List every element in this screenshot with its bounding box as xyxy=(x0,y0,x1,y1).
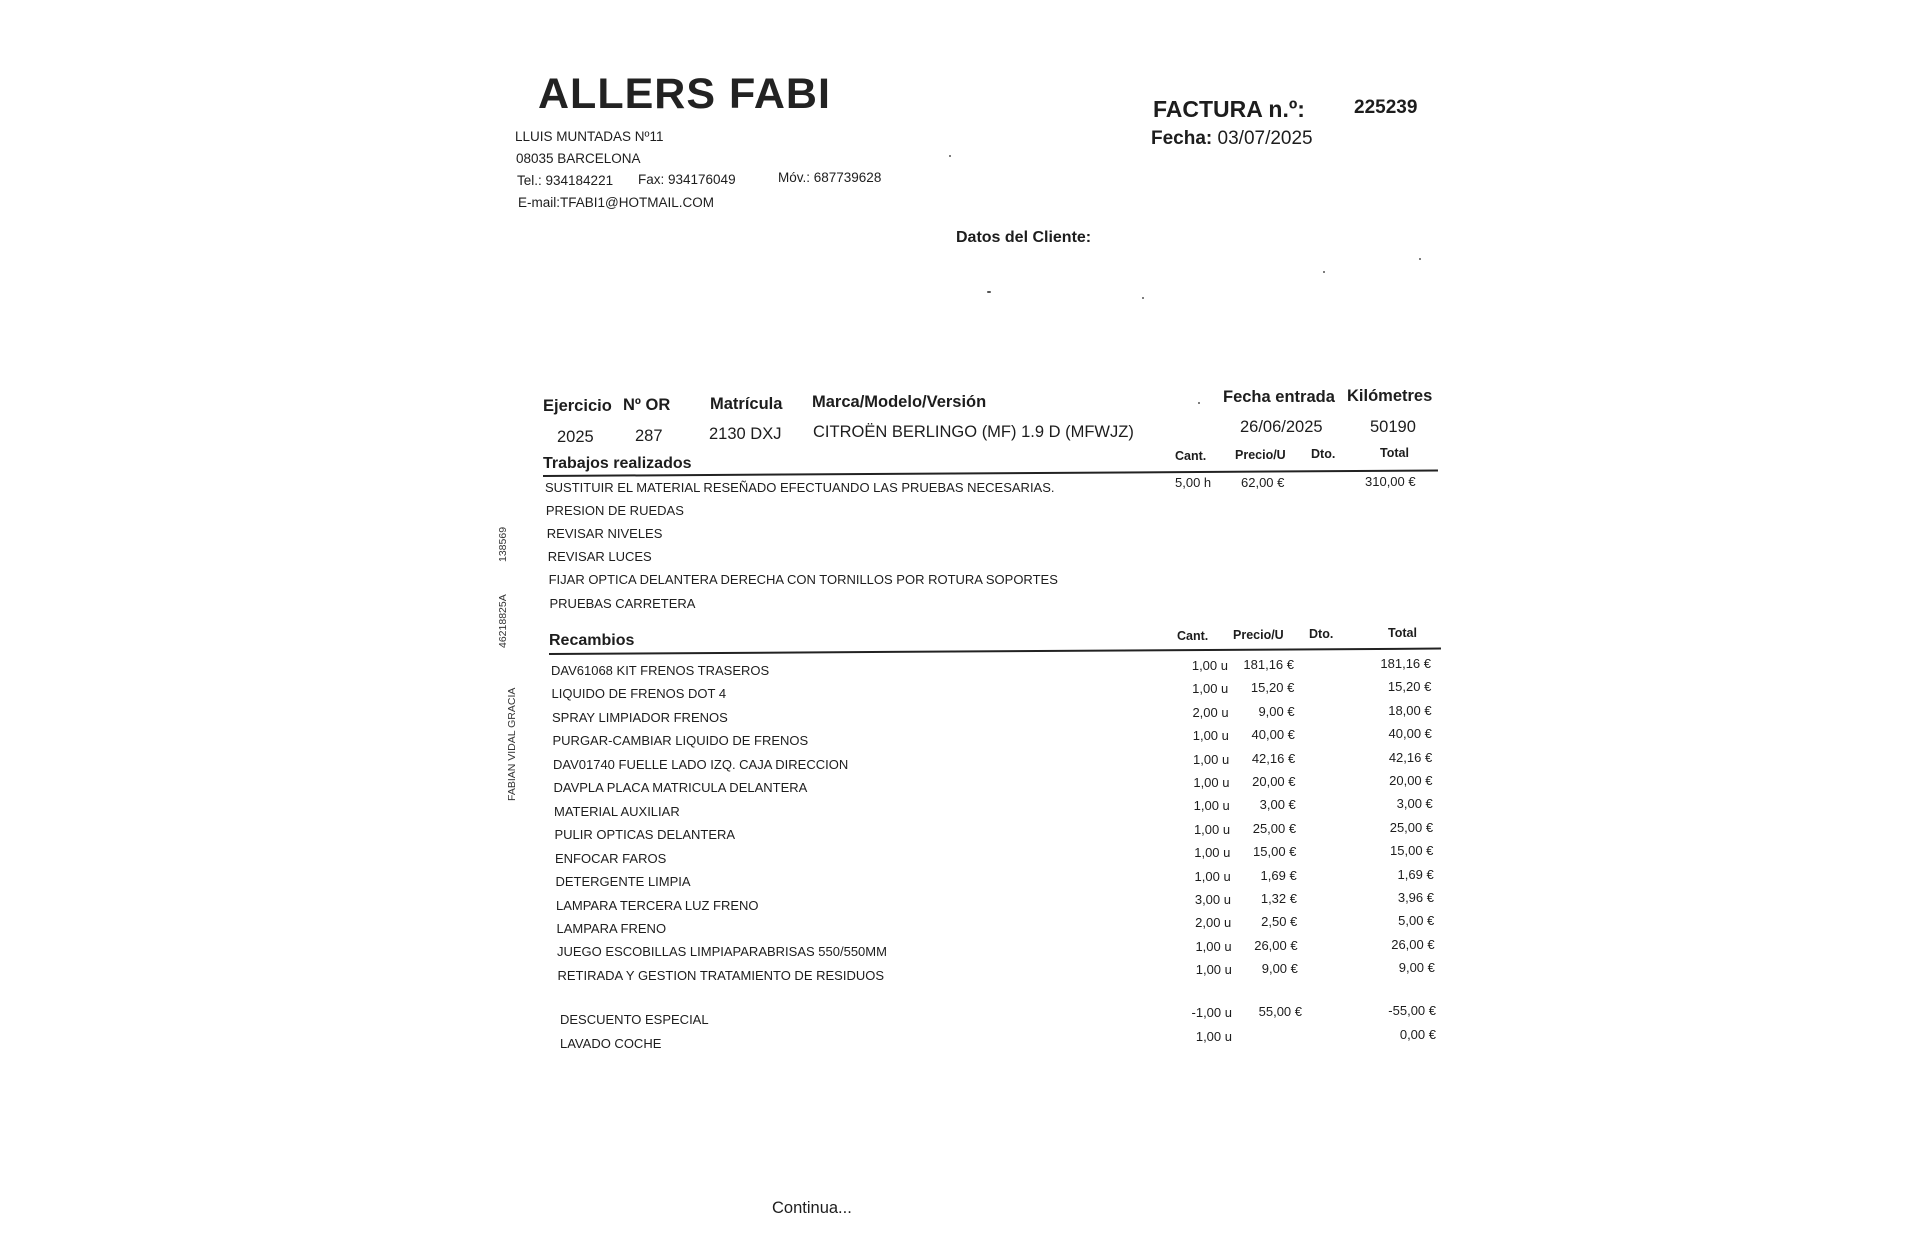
trabajos-hdr-cant: Cant. xyxy=(1175,449,1207,463)
invoice-date: 03/07/2025 xyxy=(1217,128,1313,149)
invoice-date-block xyxy=(1151,128,1313,150)
recambio-desc: MATERIAL AUXILIAR xyxy=(554,803,680,819)
recambio-cant: 1,00 u xyxy=(1194,868,1231,884)
recambio-desc: JUEGO ESCOBILLAS LIMPIAPARABRISAS 550/550MM xyxy=(557,944,887,960)
trabajo-desc: PRUEBAS CARRETERA xyxy=(549,595,696,611)
extra-total: -55,00 € xyxy=(1388,1003,1436,1018)
trabajo-total: 310,00 € xyxy=(1365,474,1416,489)
recambios-title: Recambios xyxy=(549,632,635,649)
recambio-cant: 1,00 u xyxy=(1193,775,1230,790)
recambio-total: 26,00 € xyxy=(1391,936,1435,952)
trabajos-title: Trabajos realizados xyxy=(543,455,692,472)
hdr-ejercicio: Ejercicio xyxy=(543,397,612,415)
recambio-precio: 15,00 € xyxy=(1253,844,1297,860)
hdr-matricula: Matrícula xyxy=(710,395,783,413)
trabajo-desc: PRESION DE RUEDAS xyxy=(545,503,684,519)
company-street: LLUIS MUNTADAS Nº11 xyxy=(515,129,664,144)
recambio-desc: ENFOCAR FAROS xyxy=(555,850,667,866)
recambio-cant: 1,00 u xyxy=(1193,821,1231,837)
recambio-cant: 1,00 u xyxy=(1194,845,1231,861)
side-code-2: 46218825A xyxy=(497,594,509,648)
trabajo-cant: 5,00 h xyxy=(1175,475,1212,490)
recambio-cant: 1,00 u xyxy=(1195,962,1232,978)
recambios-hdr-dto: Dto. xyxy=(1309,627,1334,641)
recambio-cant: 1,00 u xyxy=(1193,751,1230,767)
extra-total: 0,00 € xyxy=(1399,1027,1436,1042)
recambio-total: 3,96 € xyxy=(1397,890,1434,905)
recambio-total: 3,00 € xyxy=(1396,796,1433,812)
val-matricula: 2130 DXJ xyxy=(709,425,782,443)
recambio-total: 25,00 € xyxy=(1389,819,1434,835)
trabajo-desc: FIJAR OPTICA DELANTERA DERECHA CON TORNILLOS POR ROTURA SOPORTES xyxy=(548,572,1058,588)
continua-text: Continua... xyxy=(772,1199,852,1217)
extra-cant: 1,00 u xyxy=(1195,1029,1232,1044)
recambios-rule xyxy=(549,648,1441,655)
recambio-total: 1,69 € xyxy=(1397,866,1434,882)
extra-desc: LAVADO COCHE xyxy=(560,1036,662,1051)
recambio-cant: 1,00 u xyxy=(1192,681,1229,697)
company-logo: ALLERS FABI xyxy=(538,70,831,118)
val-ejercicio: 2025 xyxy=(557,428,594,446)
recambio-precio: 3,00 € xyxy=(1259,797,1296,813)
recambio-desc: LAMPARA TERCERA LUZ FRENO xyxy=(556,897,759,913)
recambio-total: 20,00 € xyxy=(1389,773,1433,788)
recambio-total: 15,00 € xyxy=(1390,843,1434,859)
recambio-total: 18,00 € xyxy=(1388,702,1432,718)
recambio-total: 42,16 € xyxy=(1388,749,1433,765)
trabajo-desc: SUSTITUIR EL MATERIAL RESEÑADO EFECTUANDO LAS PRUEBAS NECESARIAS. xyxy=(545,480,1055,495)
recambio-desc: SPRAY LIMPIADOR FRENOS xyxy=(552,709,728,725)
recambio-total: 5,00 € xyxy=(1398,913,1435,929)
recambio-total: 40,00 € xyxy=(1388,726,1432,742)
recambio-total: 15,20 € xyxy=(1387,679,1432,695)
val-km: 50190 xyxy=(1370,418,1416,436)
side-code-1: 138569 xyxy=(497,526,509,562)
recambio-desc: RETIRADA Y GESTION TRATAMIENTO DE RESIDUOS xyxy=(557,967,885,983)
val-marca: CITROËN BERLINGO (MF) 1.9 D (MFWJZ) xyxy=(813,423,1134,441)
company-city: 08035 BARCELONA xyxy=(516,151,641,166)
val-or: 287 xyxy=(635,427,663,445)
recambio-total: 181,16 € xyxy=(1380,656,1431,671)
hdr-km: Kilómetres xyxy=(1347,387,1433,405)
recambio-desc: LIQUIDO DE FRENOS DOT 4 xyxy=(551,686,727,702)
recambio-precio: 9,00 € xyxy=(1258,703,1295,719)
company-email: E-mail:TFABI1@HOTMAIL.COM xyxy=(518,195,714,210)
side-name: FABIAN VIDAL GRACIA xyxy=(506,687,518,801)
recambio-total: 9,00 € xyxy=(1398,960,1435,976)
invoice-number: 225239 xyxy=(1354,97,1418,118)
recambio-precio: 9,00 € xyxy=(1261,961,1298,977)
trabajo-precio: 62,00 € xyxy=(1241,475,1285,490)
recambio-precio: 2,50 € xyxy=(1261,914,1298,930)
trabajos-hdr-dto: Dto. xyxy=(1311,447,1336,461)
hdr-marca: Marca/Modelo/Versión xyxy=(812,393,987,411)
recambio-cant: 1,00 u xyxy=(1193,798,1230,814)
recambio-cant: 2,00 u xyxy=(1195,915,1232,931)
company-fax: Fax: 934176049 xyxy=(638,172,736,187)
client-title: Datos del Cliente: xyxy=(956,229,1092,246)
recambios-hdr-cant: Cant. xyxy=(1177,629,1209,643)
recambio-precio: 181,16 € xyxy=(1243,657,1294,672)
val-fecha-entrada: 26/06/2025 xyxy=(1240,418,1323,436)
extra-cant: -1,00 u xyxy=(1191,1005,1232,1020)
trabajo-desc: REVISAR NIVELES xyxy=(546,526,663,542)
recambio-cant: 2,00 u xyxy=(1192,704,1229,720)
extra-precio: 55,00 € xyxy=(1258,1004,1302,1019)
recambio-cant: 1,00 u xyxy=(1191,658,1228,673)
recambio-desc: DETERGENTE LIMPIA xyxy=(555,874,691,890)
recambios-hdr-total: Total xyxy=(1388,626,1417,640)
recambio-precio: 25,00 € xyxy=(1252,820,1297,836)
recambio-desc: PURGAR-CAMBIAR LIQUIDO DE FRENOS xyxy=(552,733,809,749)
recambio-cant: 1,00 u xyxy=(1192,728,1229,744)
recambio-precio: 1,32 € xyxy=(1260,891,1297,906)
hdr-or: Nº OR xyxy=(623,396,671,414)
recambio-precio: 42,16 € xyxy=(1251,750,1296,766)
recambio-desc: DAVPLA PLACA MATRICULA DELANTERA xyxy=(553,780,808,796)
extra-desc: DESCUENTO ESPECIAL xyxy=(560,1012,709,1027)
recambio-precio: 40,00 € xyxy=(1251,727,1295,743)
recambio-precio: 15,20 € xyxy=(1250,680,1295,696)
recambios-hdr-precio: Precio/U xyxy=(1233,628,1284,642)
trabajos-hdr-total: Total xyxy=(1380,446,1409,460)
recambio-precio: 20,00 € xyxy=(1252,774,1296,789)
company-mobile: Móv.: 687739628 xyxy=(778,170,882,185)
recambio-desc: DAV61068 KIT FRENOS TRASEROS xyxy=(551,663,770,678)
recambio-desc: PULIR OPTICAS DELANTERA xyxy=(554,827,736,843)
recambio-precio: 1,69 € xyxy=(1260,867,1297,883)
recambio-desc: DAV01740 FUELLE LADO IZQ. CAJA DIRECCION xyxy=(553,756,849,772)
recambio-cant: 3,00 u xyxy=(1194,892,1231,907)
recambio-cant: 1,00 u xyxy=(1195,938,1232,954)
recambio-precio: 26,00 € xyxy=(1254,937,1298,953)
invoice-date-label: Fecha: xyxy=(1151,128,1213,149)
hdr-fecha-entrada: Fecha entrada xyxy=(1223,388,1335,406)
trabajo-desc: REVISAR LUCES xyxy=(547,549,652,565)
invoice-label: FACTURA n.º: xyxy=(1153,96,1305,122)
company-tel: Tel.: 934184221 xyxy=(517,173,614,188)
recambio-desc: LAMPARA FRENO xyxy=(556,920,667,936)
trabajos-hdr-precio: Precio/U xyxy=(1235,448,1286,462)
